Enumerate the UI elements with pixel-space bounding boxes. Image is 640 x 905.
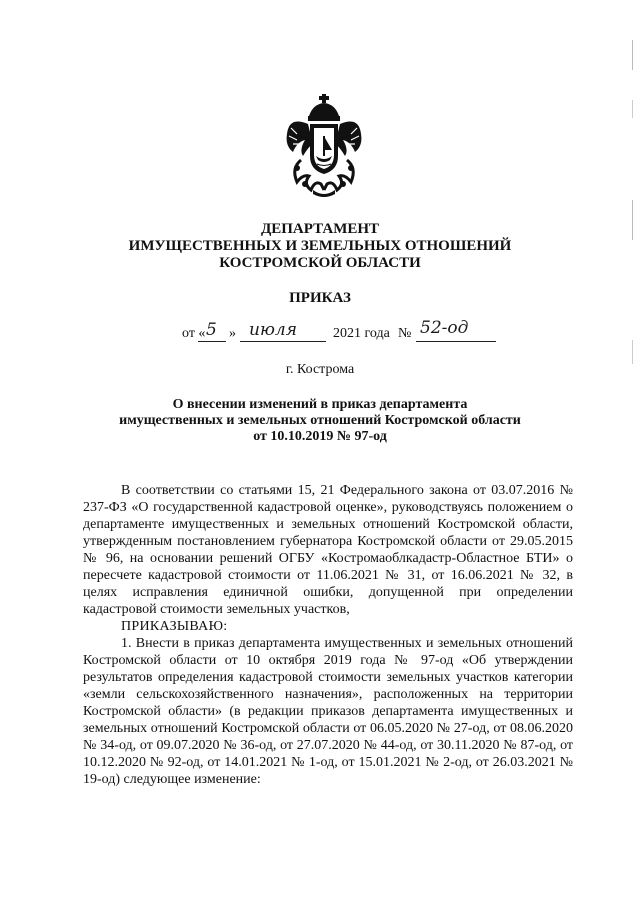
order-month-handwritten: июля [249,320,297,340]
order-city: г. Кострома [285,362,355,377]
prikazyvayu-heading: ПРИКАЗЫВАЮ: [121,619,228,634]
order-title: ПРИКАЗ [289,290,351,306]
department-header [0,221,640,272]
subject-line-2: имущественных и земельных отношений Костромской области [119,413,521,428]
day-underline [198,341,226,342]
kostroma-coat-of-arms-icon [283,94,365,198]
order-body [83,482,573,788]
order-quote-close: » [229,326,236,341]
month-underline [240,341,326,342]
subject-line-3: от 10.10.2019 № 97-од [253,429,387,444]
order-from-label: от « [182,326,206,341]
item-1-paragraph: 1. Внести в приказ департамента имущественных и земельных отношений Костромской области от 10 октября 2019 года № 97-од «Об утверждении результатов определения кадастровой стоимости земельных участков категории «земли сельскохозяйственного назначения», расположенных на территории Костромской области» (в редакции приказов департамента имущественных и земельных отношений Костромской области от 06.05.2020 № 27-од, от 08.06.2020 № 34-од, от 09.07.2020 № 36-од, от 27.07.2020 № 44-од, от 30.11.2020 № 87-од, от 10.12.2020 № 92-од, от 14.01.2021 № 1-од, от 15.01.2021 № 2-од, от 26.03.2021 № 19-од) следующее изменение: [83,636,573,787]
department-line-2: ИМУЩЕСТВЕННЫХ И ЗЕМЕЛЬНЫХ ОТНОШЕНИЙ [128,238,512,254]
preamble-paragraph: В соответствии со статьями 15, 21 Федерального закона от 03.07.2016 № 237-ФЗ «О государственной кадастровой оценке», руководствуясь положением о департаменте имущественных и земельных отношений Костромской области, утвержденным постановлением губернатора Костромской области от 29.05.2015 № 96, на основании решений ОГБУ «Костромаоблкадастр-Областное БТИ» о пересчете кадастровой стоимости от 11.06.2021 № 31, от 16.06.2021 № 32, в целях исправления единичной ошибки, допущенной при определении кадастровой стоимости земельных участков, [83,483,573,617]
number-underline [416,341,496,342]
subject-line-1: О внесении изменений в приказ департамента [172,397,468,412]
order-number-sign: № [398,326,412,341]
order-day-handwritten: 5 [206,320,217,340]
order-number-handwritten: 52-од [420,318,469,338]
department-line-3: КОСТРОМСКОЙ ОБЛАСТИ [219,255,421,271]
order-subject [0,397,640,445]
order-year: 2021 года [333,326,390,341]
department-line-1: ДЕПАРТАМЕНТ [260,221,380,237]
scan-edge-marks [628,40,638,680]
